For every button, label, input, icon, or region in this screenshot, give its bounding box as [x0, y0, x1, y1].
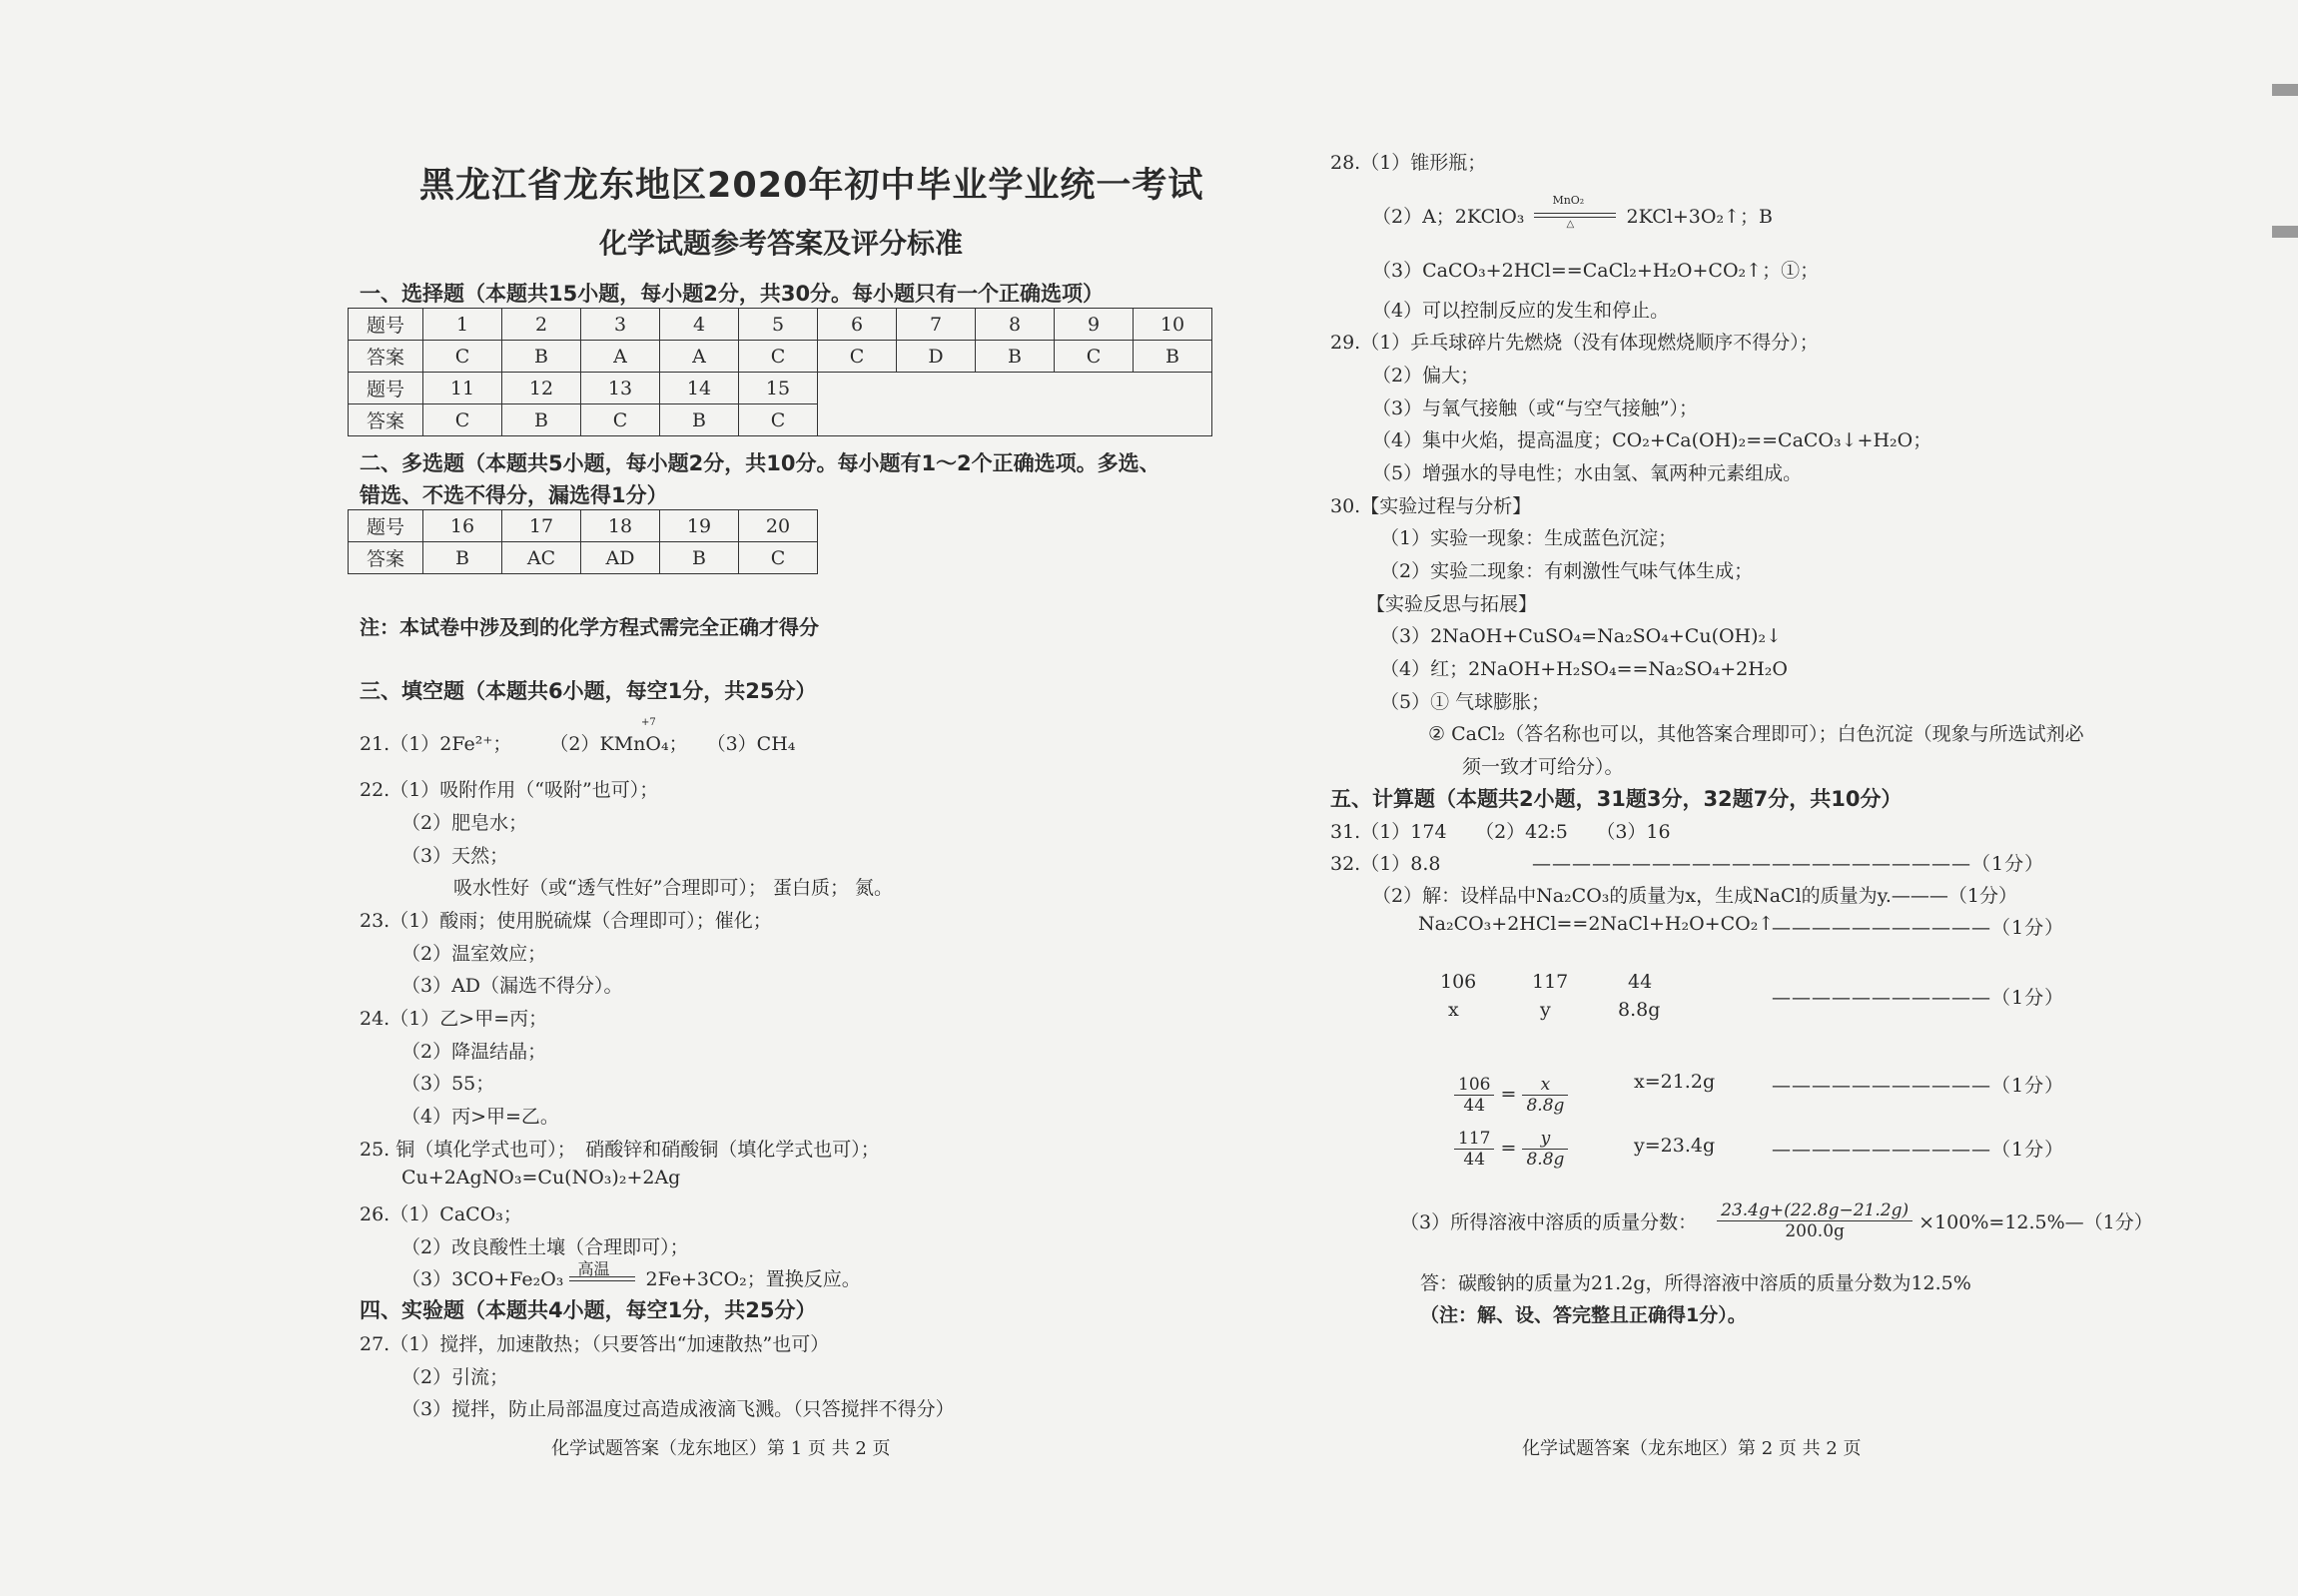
q32-equation-score: ———————————（1分） [1772, 917, 2065, 939]
q28-line-3: （3）CaCO₃+2HCl==CaCl₂+H₂O+CO₂↑；①； [1372, 260, 1820, 282]
table-cell: 题号 [349, 309, 423, 341]
table-row [349, 309, 1212, 341]
q30-line-8: ② CaCl₂（答名称也可以，其他答案合理即可）；白色沉淀（现象与所选试剂必 [1428, 723, 2084, 745]
table-cell: 19 [660, 510, 739, 542]
reaction-arrow [569, 1259, 639, 1290]
table-cell: B [976, 341, 1055, 373]
fraction [1522, 1129, 1568, 1170]
q24-line-3: （3）55； [401, 1073, 495, 1095]
table-cell: B [423, 542, 502, 574]
table-cell: 3 [581, 309, 660, 341]
q32-line-1-score: ——————————————————————（1分） [1532, 853, 2045, 875]
arrow-line [1534, 213, 1616, 214]
numerator: y [1522, 1129, 1568, 1150]
table-cell: 20 [739, 510, 818, 542]
result-x-score: ———————————（1分） [1772, 1075, 2065, 1097]
denominator: 8.8g [1526, 1096, 1565, 1116]
table-cell: 答案 [349, 404, 423, 436]
table-cell: C [739, 404, 818, 436]
table-cell: 14 [660, 373, 739, 404]
right-page [1328, 0, 2207, 1596]
q30-line-1: 30.【实验过程与分析】 [1330, 495, 1532, 517]
q32-equation: Na₂CO₃+2HCl==2NaCl+H₂O+CO₂↑ [1418, 913, 1775, 935]
table-cell: C [423, 404, 502, 436]
table-cell: C [739, 542, 818, 574]
q26-line-3 [401, 1259, 861, 1291]
variable-x: x [1448, 999, 1459, 1021]
q27-line-2: （2）引流； [401, 1366, 509, 1388]
result-x: x=21.2g [1634, 1071, 1716, 1093]
q26-line-1: 26.（1）CaCO₃； [360, 1203, 522, 1225]
table-cell: C [581, 404, 660, 436]
table-cell: 4 [660, 309, 739, 341]
q30-line-9: 须一致才可给分）。 [1462, 756, 1624, 778]
arrow-line [569, 1280, 635, 1281]
q29-line-5: （5）增强水的导电性；水由氢、氧两种元素组成。 [1372, 462, 1803, 484]
q30-line-5: （3）2NaOH+CuSO₄=Na₂SO₄+Cu(OH)₂↓ [1380, 625, 1783, 647]
q28-line-2 [1372, 194, 1773, 230]
fraction [1717, 1200, 1913, 1241]
answer-table-1 [348, 308, 1212, 436]
q30-line-6: （4）红；2NaOH+H₂SO₄==Na₂SO₄+2H₂O [1380, 658, 1788, 680]
q23-line-2: （2）温室效应； [401, 943, 547, 965]
q29-line-2: （2）偏大； [1372, 365, 1480, 387]
page-footer: 化学试题答案（龙东地区）第 2 页 共 2 页 [1522, 1438, 1862, 1459]
q28-2-products: 2KCl+3O₂↑；B [1626, 206, 1773, 228]
q32-3-label: （3）所得溶液中溶质的质量分数： [1400, 1211, 1698, 1233]
page-footer: 化学试题答案（龙东地区）第 1 页 共 2 页 [551, 1438, 891, 1459]
q23-line-3: （3）AD（漏选不得分）。 [401, 975, 623, 997]
final-answer: 答：碳酸钠的质量为21.2g，所得溶液中溶质的质量分数为12.5% [1420, 1272, 1971, 1294]
table-cell: 5 [739, 309, 818, 341]
proportion-2 [1454, 1129, 1568, 1170]
table-cell: AD [581, 542, 660, 574]
numerator: 23.4g+(22.8g−21.2g) [1717, 1200, 1913, 1221]
table-cell: 18 [581, 510, 660, 542]
table-cell: C [818, 341, 897, 373]
denominator: 44 [1463, 1096, 1486, 1116]
q31-line: 31.（1）174 （2）42:5 （3）16 [1330, 821, 1671, 843]
table-empty-cell [818, 373, 1212, 436]
equals-sign: = [1500, 1137, 1517, 1160]
table-cell: 16 [423, 510, 502, 542]
proportion-1 [1454, 1075, 1568, 1116]
table-cell: 17 [502, 510, 581, 542]
table-cell: 13 [581, 373, 660, 404]
q21-line: 21.（1）2Fe²⁺； （2）KMnO₄； （3）CH₄ [360, 733, 796, 755]
q24-line-2: （2）降温结晶； [401, 1041, 547, 1063]
q21-valence-mark: +7 [641, 717, 656, 728]
q22-line-1: 22.（1）吸附作用（“吸附”也可）； [360, 779, 659, 801]
denominator: 44 [1463, 1150, 1486, 1170]
table-cell: 2 [502, 309, 581, 341]
denominator: 8.8g [1526, 1150, 1565, 1170]
scan-edge-mark [2272, 84, 2298, 96]
equation-note: 注：本试卷中涉及到的化学方程式需完全正确才得分 [360, 615, 819, 639]
section-5-heading: 五、计算题（本题共2小题，31题3分，32题7分，共10分） [1330, 787, 1903, 811]
q22-line-4: 吸水性好（或“透气性好”合理即可）； 蛋白质； 氮。 [453, 877, 894, 899]
variable-co2: 8.8g [1618, 999, 1661, 1021]
table-cell: A [581, 341, 660, 373]
q30-line-4: 【实验反思与拓展】 [1366, 593, 1538, 615]
q23-line-1: 23.（1）酸雨；使用脱硫煤（合理即可）；催化； [360, 910, 772, 932]
q22-line-3: （3）天然； [401, 845, 509, 867]
fraction [1454, 1129, 1494, 1170]
q29-line-1: 29.（1）乒乓球碎片先燃烧（没有体现燃烧顺序不得分）； [1330, 332, 1819, 354]
section-1-heading: 一、选择题（本题共15小题，每小题2分，共30分。每小题只有一个正确选项） [360, 282, 1105, 306]
table-cell: 12 [502, 373, 581, 404]
table-cell: 6 [818, 309, 897, 341]
q22-line-2: （2）肥皂水； [401, 812, 528, 834]
variable-y: y [1540, 999, 1551, 1021]
table-cell: 题号 [349, 510, 423, 542]
q27-line-1: 27.（1）搅拌，加速散热；（只要答出“加速散热”也可） [360, 1333, 830, 1355]
table-row [349, 373, 1212, 404]
q29-line-4: （4）集中火焰，提高温度；CO₂+Ca(OH)₂==CaCO₃↓+H₂O； [1372, 429, 1932, 451]
q26-3-reactants: （3）3CO+Fe₂O₃ [401, 1268, 564, 1290]
q28-line-1: 28.（1）锥形瓶； [1330, 152, 1487, 174]
table-cell: AC [502, 542, 581, 574]
q25-line-2: Cu+2AgNO₃=Cu(NO₃)₂+2Ag [401, 1167, 681, 1189]
numerator: x [1522, 1075, 1568, 1096]
table-cell: 9 [1055, 309, 1134, 341]
molar-mass-1: 106 [1440, 971, 1477, 993]
q27-line-3: （3）搅拌，防止局部温度过高造成液滴飞溅。（只答搅拌不得分） [401, 1398, 955, 1420]
table-cell: B [502, 341, 581, 373]
q32-3-result: ×100%=12.5%—（1分） [1918, 1211, 2153, 1233]
scoring-note: （注：解、设、答完整且正确得1分）。 [1420, 1304, 1747, 1326]
arrow-line [569, 1276, 635, 1277]
table-cell: B [502, 404, 581, 436]
q32-line-1: 32.（1）8.8 [1330, 853, 1441, 875]
fraction [1522, 1075, 1568, 1116]
section-4-heading: 四、实验题（本题共4小题，每空1分，共25分） [360, 1298, 817, 1322]
q32-part-3 [1400, 1200, 2153, 1241]
reaction-arrow [1530, 194, 1620, 230]
table-cell: 11 [423, 373, 502, 404]
section-3-heading: 三、填空题（本题共6小题，每空1分，共25分） [360, 679, 817, 703]
table-row [349, 542, 818, 574]
section-2-heading-cont: 错选、不选不得分，漏选得1分） [360, 483, 668, 507]
table-cell: 15 [739, 373, 818, 404]
q32-line-2: （2）解：设样品中Na₂CO₃的质量为x，生成NaCl的质量为y.———（1分） [1372, 885, 2018, 907]
table-cell: 题号 [349, 373, 423, 404]
page-subtitle: 化学试题参考答案及评分标准 [599, 227, 964, 260]
table-cell: C [423, 341, 502, 373]
q30-line-7: （5）① 气球膨胀； [1380, 691, 1551, 713]
equals-sign: = [1500, 1083, 1517, 1106]
table-cell: D [897, 341, 976, 373]
ratio-score: ———————————（1分） [1772, 987, 2065, 1009]
reaction-condition: 高温 [577, 1259, 610, 1278]
numerator: 106 [1454, 1075, 1494, 1096]
table-row [349, 341, 1212, 373]
q28-2-reactants: （2）A；2KClO₃ [1372, 206, 1525, 228]
reaction-heat: △ [1566, 219, 1575, 230]
q28-line-4: （4）可以控制反应的发生和停止。 [1372, 300, 1670, 322]
answer-table-2 [348, 509, 818, 574]
result-y: y=23.4g [1634, 1135, 1716, 1157]
q30-line-2: （1）实验一现象：生成蓝色沉淀； [1380, 527, 1678, 549]
q24-line-1: 24.（1）乙>甲=丙； [360, 1008, 548, 1030]
left-page [350, 0, 1228, 1596]
page-title: 黑龙江省龙东地区2020年初中毕业学业统一考试 [419, 166, 1204, 206]
table-cell: C [1055, 341, 1134, 373]
table-cell: 1 [423, 309, 502, 341]
q26-line-2: （2）改良酸性土壤（合理即可）； [401, 1236, 689, 1258]
q29-line-3: （3）与氧气接触（或“与空气接触”）； [1372, 398, 1699, 419]
q30-line-3: （2）实验二现象：有刺激性气味气体生成； [1380, 560, 1754, 582]
table-cell: 7 [897, 309, 976, 341]
table-cell: B [1134, 341, 1212, 373]
table-cell: 答案 [349, 341, 423, 373]
denominator: 200.0g [1785, 1221, 1845, 1241]
q24-line-4: （4）丙>甲=乙。 [401, 1106, 559, 1128]
reaction-catalyst: MnO₂ [1552, 194, 1585, 207]
arrow-line [1534, 217, 1616, 218]
table-cell: 答案 [349, 542, 423, 574]
table-row [349, 510, 818, 542]
table-cell: B [660, 404, 739, 436]
table-cell: C [739, 341, 818, 373]
table-cell: B [660, 542, 739, 574]
result-y-score: ———————————（1分） [1772, 1139, 2065, 1161]
table-cell: 10 [1134, 309, 1212, 341]
numerator: 117 [1454, 1129, 1494, 1150]
table-cell: A [660, 341, 739, 373]
molar-mass-2: 117 [1532, 971, 1569, 993]
table-cell: 8 [976, 309, 1055, 341]
q26-3-products: 2Fe+3CO₂；置换反应。 [645, 1268, 861, 1290]
q25-line-1: 25. 铜（填化学式也可）； 硝酸锌和硝酸铜（填化学式也可）； [360, 1139, 880, 1161]
scan-edge-mark [2272, 226, 2298, 238]
fraction [1454, 1075, 1494, 1116]
section-2-heading: 二、多选题（本题共5小题，每小题2分，共10分。每小题有1～2个正确选项。多选、 [360, 451, 1160, 475]
molar-mass-3: 44 [1628, 971, 1653, 993]
